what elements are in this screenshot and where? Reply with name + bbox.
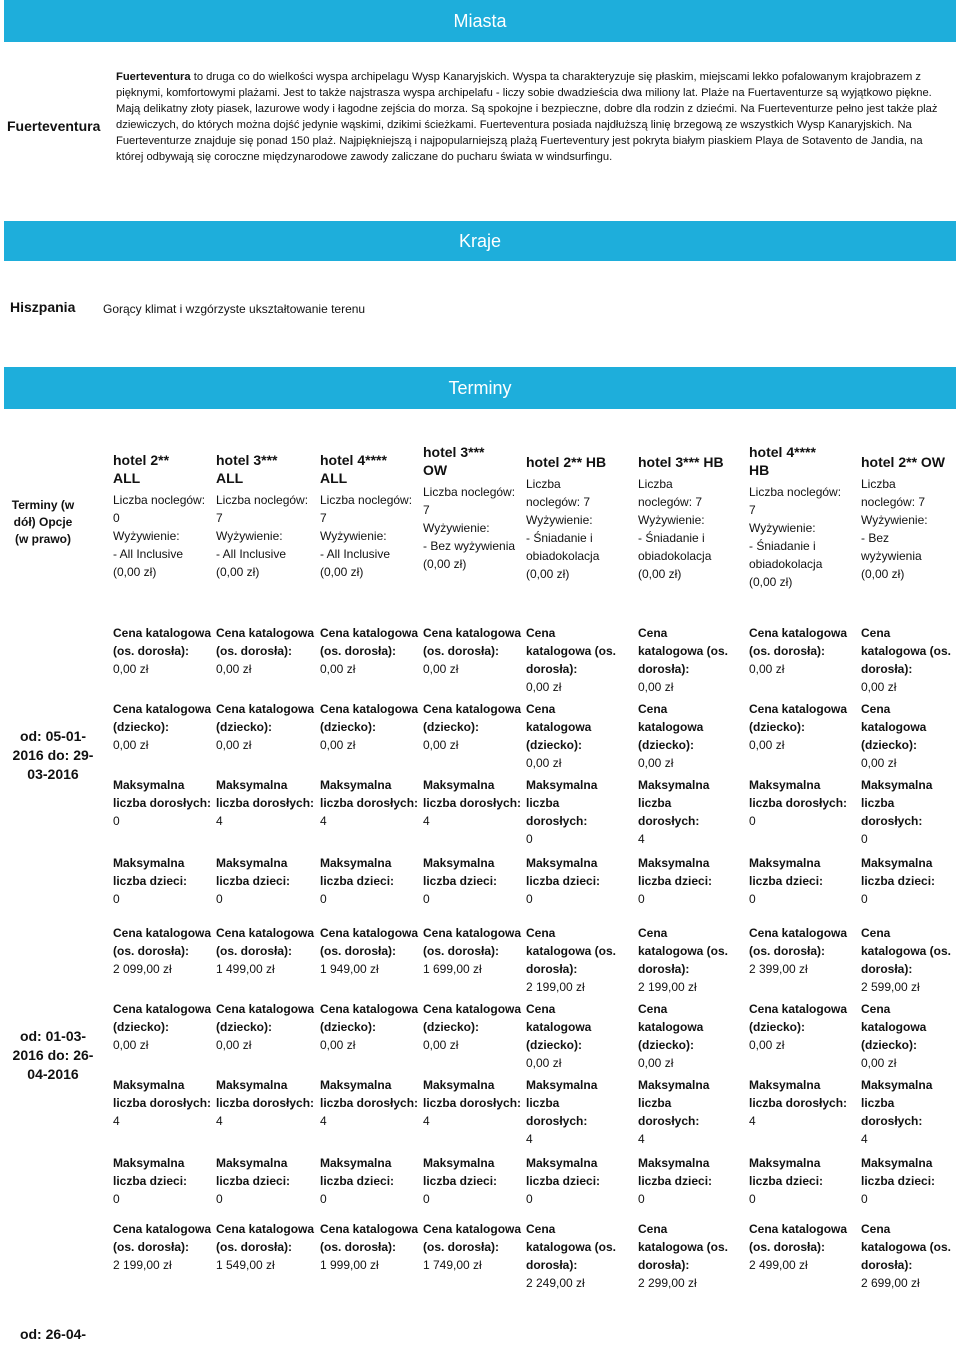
hotel-title bbox=[749, 443, 849, 479]
child-price-label: Cena katalogowa (dziecko): bbox=[861, 1002, 927, 1052]
country-name: Hiszpania bbox=[10, 299, 76, 315]
child-price-label: Cena katalogowa (dziecko): bbox=[423, 1002, 522, 1034]
max-children-value: 0 bbox=[749, 1192, 756, 1206]
max-adults-label: Maksymalna liczba dorosłych: bbox=[216, 1078, 315, 1110]
max-children-value: 0 bbox=[216, 1192, 223, 1206]
period-label: od: 01-03-2016 do: 26-04-2016 bbox=[12, 1028, 94, 1082]
max-children-value: 0 bbox=[320, 892, 327, 906]
max-children-value: 0 bbox=[861, 1192, 868, 1206]
hotel-nights: Liczba noclegów: 7 bbox=[320, 493, 413, 525]
adult-price-value: 2 299,00 zł bbox=[638, 1276, 697, 1290]
section-header-countries: Kraje bbox=[4, 221, 956, 261]
max-children bbox=[638, 1154, 732, 1208]
max-children-label: Maksymalna liczba dzieci: bbox=[216, 1156, 291, 1188]
hotel-title-line1: hotel 3*** bbox=[423, 444, 485, 460]
hotel-option bbox=[423, 443, 523, 573]
max-adults bbox=[861, 776, 955, 848]
city-desc-lead: Fuerteventura bbox=[116, 71, 191, 83]
hotel-title bbox=[423, 443, 523, 479]
max-adults-value: 4 bbox=[749, 1114, 756, 1128]
max-adults-value: 0 bbox=[861, 832, 868, 846]
child-price bbox=[749, 700, 851, 754]
child-price bbox=[113, 700, 215, 754]
adult-price-value: 2 099,00 zł bbox=[113, 962, 172, 976]
max-adults bbox=[113, 776, 215, 830]
adult-price-value: 2 199,00 zł bbox=[638, 980, 697, 994]
child-price bbox=[320, 1000, 422, 1054]
adult-price-value: 2 399,00 zł bbox=[749, 962, 808, 976]
hotel-board-label: Wyżywienie: bbox=[423, 521, 490, 535]
hotel-extra-price: (0,00 zł) bbox=[526, 567, 570, 581]
max-adults-label: Maksymalna liczba dorosłych: bbox=[423, 1078, 522, 1110]
max-adults-label: Maksymalna liczba dorosłych: bbox=[861, 778, 933, 828]
adult-price-label: Cena katalogowa (os. dorosła): bbox=[113, 1222, 212, 1254]
max-adults-value: 4 bbox=[638, 832, 645, 846]
hotel-board: - Śniadanie i obiadokolacja bbox=[526, 531, 600, 563]
max-adults-value: 4 bbox=[423, 1114, 430, 1128]
adult-price bbox=[423, 624, 525, 678]
max-adults-label: Maksymalna liczba dorosłych: bbox=[861, 1078, 933, 1128]
max-children-value: 0 bbox=[113, 892, 120, 906]
adult-price-value: 0,00 zł bbox=[638, 680, 674, 694]
hotel-board: - All Inclusive bbox=[113, 547, 184, 561]
adult-price bbox=[749, 624, 851, 678]
max-adults-value: 4 bbox=[113, 1114, 120, 1128]
max-adults-label: Maksymalna liczba dorosłych: bbox=[113, 1078, 212, 1110]
hotel-option bbox=[749, 443, 849, 591]
hotel-board-label: Wyżywienie: bbox=[638, 513, 705, 527]
adult-price-label: Cena katalogowa (os. dorosła): bbox=[423, 626, 522, 658]
hotel-option bbox=[638, 453, 730, 583]
hotel-board-label: Wyżywienie: bbox=[216, 529, 283, 543]
hotel-title-line1: hotel 2** HB bbox=[526, 454, 607, 470]
child-price-label: Cena katalogowa (dziecko): bbox=[216, 702, 315, 734]
child-price-value: 0,00 zł bbox=[216, 738, 252, 752]
max-children-label: Maksymalna liczba dzieci: bbox=[749, 1156, 824, 1188]
hotel-title bbox=[320, 451, 420, 487]
child-price-value: 0,00 zł bbox=[638, 756, 674, 770]
hotel-extra-price: (0,00 zł) bbox=[638, 567, 682, 581]
child-price-value: 0,00 zł bbox=[320, 1038, 356, 1052]
child-price bbox=[526, 700, 620, 772]
child-price-value: 0,00 zł bbox=[423, 738, 459, 752]
adult-price-value: 2 249,00 zł bbox=[526, 1276, 585, 1290]
adult-price-label: Cena katalogowa (os. dorosła): bbox=[526, 926, 617, 976]
max-children bbox=[113, 854, 215, 908]
max-children-label: Maksymalna liczba dzieci: bbox=[320, 1156, 395, 1188]
adult-price-label: Cena katalogowa (os. dorosła): bbox=[526, 626, 617, 676]
child-price-value: 0,00 zł bbox=[749, 738, 785, 752]
hotel-board-label: Wyżywienie: bbox=[113, 529, 180, 543]
hotel-extra-price: (0,00 zł) bbox=[861, 567, 905, 581]
hotel-title bbox=[861, 453, 953, 471]
max-children-label: Maksymalna liczba dzieci: bbox=[638, 856, 713, 888]
max-children bbox=[320, 854, 422, 908]
child-price bbox=[216, 1000, 318, 1054]
max-adults bbox=[526, 1076, 620, 1148]
max-children bbox=[423, 854, 525, 908]
child-price bbox=[861, 700, 955, 772]
adult-price-label: Cena katalogowa (os. dorosła): bbox=[113, 926, 212, 958]
max-children bbox=[638, 854, 732, 908]
adult-price-label: Cena katalogowa (os. dorosła): bbox=[861, 1222, 952, 1272]
adult-price-value: 0,00 zł bbox=[749, 662, 785, 676]
hotel-board-label: Wyżywienie: bbox=[749, 521, 816, 535]
adult-price-label: Cena katalogowa (os. dorosła): bbox=[216, 626, 315, 658]
adult-price bbox=[861, 624, 955, 696]
adult-price bbox=[216, 624, 318, 678]
child-price-label: Cena katalogowa (dziecko): bbox=[320, 702, 419, 734]
hotel-title bbox=[216, 451, 316, 487]
child-price-label: Cena katalogowa (dziecko): bbox=[216, 1002, 315, 1034]
max-children-value: 0 bbox=[526, 1192, 533, 1206]
hotel-nights: Liczba noclegów: 7 bbox=[861, 477, 926, 509]
max-adults-label: Maksymalna liczba dorosłych: bbox=[320, 778, 419, 810]
adult-price-label: Cena katalogowa (os. dorosła): bbox=[216, 1222, 315, 1254]
max-adults-value: 4 bbox=[638, 1132, 645, 1146]
max-adults bbox=[423, 1076, 525, 1130]
adult-price bbox=[113, 1220, 215, 1274]
max-adults-value: 4 bbox=[216, 1114, 223, 1128]
adult-price bbox=[216, 1220, 318, 1274]
max-adults-value: 0 bbox=[113, 814, 120, 828]
child-price bbox=[423, 700, 525, 754]
child-price bbox=[216, 700, 318, 754]
max-children-value: 0 bbox=[423, 892, 430, 906]
adult-price-value: 0,00 zł bbox=[320, 662, 356, 676]
max-children-value: 0 bbox=[320, 1192, 327, 1206]
adult-price bbox=[861, 924, 955, 996]
adult-price bbox=[749, 1220, 851, 1274]
max-children-label: Maksymalna liczba dzieci: bbox=[216, 856, 291, 888]
terms-header-label: Terminy (w dół) Opcje (w prawo) bbox=[11, 498, 75, 546]
adult-price-label: Cena katalogowa (os. dorosła): bbox=[320, 1222, 419, 1254]
hotel-board: - Śniadanie i obiadokolacja bbox=[638, 531, 712, 563]
child-price-value: 0,00 zł bbox=[526, 756, 562, 770]
adult-price bbox=[526, 924, 620, 996]
child-price-value: 0,00 zł bbox=[749, 1038, 785, 1052]
max-adults-value: 4 bbox=[320, 814, 327, 828]
max-adults bbox=[861, 1076, 955, 1148]
adult-price-value: 1 699,00 zł bbox=[423, 962, 482, 976]
hotel-title bbox=[526, 453, 618, 471]
hotel-board: - Śniadanie i obiadokolacja bbox=[749, 539, 823, 571]
hotel-extra-price: (0,00 zł) bbox=[423, 557, 467, 571]
child-price-value: 0,00 zł bbox=[113, 1038, 149, 1052]
child-price-label: Cena katalogowa (dziecko): bbox=[749, 702, 848, 734]
hotel-option bbox=[320, 451, 420, 581]
child-price-value: 0,00 zł bbox=[216, 1038, 252, 1052]
period-label: od: 26-04- bbox=[19, 1326, 87, 1342]
max-adults-label: Maksymalna liczba dorosłych: bbox=[749, 1078, 848, 1110]
adult-price bbox=[638, 624, 732, 696]
max-children-value: 0 bbox=[638, 892, 645, 906]
child-price-value: 0,00 zł bbox=[113, 738, 149, 752]
hotel-nights: Liczba noclegów: 7 bbox=[638, 477, 703, 509]
max-children bbox=[861, 854, 955, 908]
max-adults bbox=[320, 1076, 422, 1130]
child-price bbox=[861, 1000, 955, 1072]
max-adults bbox=[216, 776, 318, 830]
adult-price-value: 0,00 zł bbox=[423, 662, 459, 676]
max-children-label: Maksymalna liczba dzieci: bbox=[423, 856, 498, 888]
hotel-title-line2: OW bbox=[423, 462, 448, 478]
adult-price-label: Cena katalogowa (os. dorosła): bbox=[320, 926, 419, 958]
child-price-value: 0,00 zł bbox=[320, 738, 356, 752]
adult-price-value: 2 699,00 zł bbox=[861, 1276, 920, 1290]
adult-price bbox=[861, 1220, 955, 1292]
hotel-option bbox=[526, 453, 618, 583]
hotel-board: - All Inclusive bbox=[216, 547, 287, 561]
period-label: od: 05-01-2016 do: 29-03-2016 bbox=[12, 728, 94, 782]
adult-price-value: 1 949,00 zł bbox=[320, 962, 379, 976]
max-adults-value: 0 bbox=[526, 832, 533, 846]
max-adults-label: Maksymalna liczba dorosłych: bbox=[526, 1078, 598, 1128]
max-adults-value: 4 bbox=[526, 1132, 533, 1146]
max-adults-label: Maksymalna liczba dorosłych: bbox=[113, 778, 212, 810]
max-children bbox=[216, 1154, 318, 1208]
child-price-label: Cena katalogowa (dziecko): bbox=[423, 702, 522, 734]
adult-price-value: 0,00 zł bbox=[526, 680, 562, 694]
max-children-label: Maksymalna liczba dzieci: bbox=[526, 1156, 601, 1188]
city-description bbox=[116, 69, 948, 165]
adult-price-value: 1 549,00 zł bbox=[216, 1258, 275, 1272]
child-price bbox=[638, 700, 732, 772]
max-adults-value: 4 bbox=[216, 814, 223, 828]
max-children-label: Maksymalna liczba dzieci: bbox=[113, 856, 188, 888]
max-adults-label: Maksymalna liczba dorosłych: bbox=[638, 1078, 710, 1128]
max-children bbox=[861, 1154, 955, 1208]
max-children bbox=[113, 1154, 215, 1208]
max-children bbox=[526, 854, 620, 908]
hotel-title-line1: hotel 2** OW bbox=[861, 454, 946, 470]
child-price-label: Cena katalogowa (dziecko): bbox=[526, 1002, 592, 1052]
max-adults-label: Maksymalna liczba dorosłych: bbox=[216, 778, 315, 810]
max-adults bbox=[749, 1076, 851, 1130]
max-children-value: 0 bbox=[861, 892, 868, 906]
max-adults bbox=[113, 1076, 215, 1130]
child-price bbox=[423, 1000, 525, 1054]
max-children-label: Maksymalna liczba dzieci: bbox=[320, 856, 395, 888]
adult-price-label: Cena katalogowa (os. dorosła): bbox=[216, 926, 315, 958]
hotel-title bbox=[638, 453, 730, 471]
max-children-value: 0 bbox=[216, 892, 223, 906]
max-adults bbox=[749, 776, 851, 830]
max-adults-label: Maksymalna liczba dorosłych: bbox=[749, 778, 848, 810]
max-adults bbox=[526, 776, 620, 848]
hotel-board-label: Wyżywienie: bbox=[526, 513, 593, 527]
child-price-value: 0,00 zł bbox=[638, 1056, 674, 1070]
child-price-label: Cena katalogowa (dziecko): bbox=[113, 1002, 212, 1034]
hotel-title-line1: hotel 3*** HB bbox=[638, 454, 724, 470]
hotel-title-line1: hotel 4**** bbox=[749, 444, 816, 460]
adult-price-value: 0,00 zł bbox=[216, 662, 252, 676]
child-price bbox=[320, 700, 422, 754]
child-price-label: Cena katalogowa (dziecko): bbox=[320, 1002, 419, 1034]
adult-price-label: Cena katalogowa (os. dorosła): bbox=[638, 926, 729, 976]
max-adults-value: 4 bbox=[861, 1132, 868, 1146]
max-children bbox=[216, 854, 318, 908]
adult-price-value: 0,00 zł bbox=[113, 662, 149, 676]
child-price-label: Cena katalogowa (dziecko): bbox=[638, 1002, 704, 1052]
adult-price bbox=[526, 1220, 620, 1292]
child-price bbox=[749, 1000, 851, 1054]
child-price bbox=[113, 1000, 215, 1054]
adult-price-value: 1 999,00 zł bbox=[320, 1258, 379, 1272]
adult-price bbox=[113, 924, 215, 978]
adult-price bbox=[423, 1220, 525, 1274]
adult-price bbox=[638, 924, 732, 996]
max-children-label: Maksymalna liczba dzieci: bbox=[638, 1156, 713, 1188]
hotel-board-label: Wyżywienie: bbox=[861, 513, 928, 527]
hotel-nights: Liczba noclegów: 0 bbox=[113, 493, 206, 525]
hotel-nights: Liczba noclegów: 7 bbox=[423, 485, 516, 517]
hotel-board: - Bez wyżywienia bbox=[861, 531, 922, 563]
child-price-label: Cena katalogowa (dziecko): bbox=[526, 702, 592, 752]
max-adults bbox=[216, 1076, 318, 1130]
max-adults-value: 4 bbox=[423, 814, 430, 828]
section-header-cities: Miasta bbox=[4, 0, 956, 42]
child-price-value: 0,00 zł bbox=[861, 756, 897, 770]
hotel-option bbox=[216, 451, 316, 581]
max-children-value: 0 bbox=[113, 1192, 120, 1206]
max-adults-value: 0 bbox=[749, 814, 756, 828]
hotel-title-line2: ALL bbox=[216, 470, 244, 486]
max-adults bbox=[638, 1076, 732, 1148]
adult-price-label: Cena katalogowa (os. dorosła): bbox=[423, 1222, 522, 1254]
hotel-board: - Bez wyżywienia bbox=[423, 539, 516, 553]
adult-price-label: Cena katalogowa (os. dorosła): bbox=[638, 626, 729, 676]
adult-price-value: 0,00 zł bbox=[861, 680, 897, 694]
section-header-terms: Terminy bbox=[4, 367, 956, 409]
hotel-title-line2: ALL bbox=[113, 470, 141, 486]
max-children-label: Maksymalna liczba dzieci: bbox=[113, 1156, 188, 1188]
max-children-label: Maksymalna liczba dzieci: bbox=[423, 1156, 498, 1188]
adult-price-value: 2 199,00 zł bbox=[113, 1258, 172, 1272]
hotel-extra-price: (0,00 zł) bbox=[320, 565, 364, 579]
adult-price-label: Cena katalogowa (os. dorosła): bbox=[749, 1222, 848, 1254]
max-children-value: 0 bbox=[638, 1192, 645, 1206]
hotel-title-line2: ALL bbox=[320, 470, 348, 486]
max-children bbox=[320, 1154, 422, 1208]
adult-price bbox=[423, 924, 525, 978]
hotel-extra-price: (0,00 zł) bbox=[749, 575, 793, 589]
hotel-board: - All Inclusive bbox=[320, 547, 391, 561]
adult-price-label: Cena katalogowa (os. dorosła): bbox=[749, 926, 848, 958]
max-adults bbox=[423, 776, 525, 830]
adult-price-value: 2 199,00 zł bbox=[526, 980, 585, 994]
adult-price-value: 1 499,00 zł bbox=[216, 962, 275, 976]
max-children bbox=[526, 1154, 620, 1208]
adult-price-value: 2 599,00 zł bbox=[861, 980, 920, 994]
hotel-option bbox=[113, 451, 213, 581]
adult-price bbox=[320, 624, 422, 678]
hotel-title-line1: hotel 2** bbox=[113, 452, 170, 468]
child-price-value: 0,00 zł bbox=[526, 1056, 562, 1070]
hotel-nights: Liczba noclegów: 7 bbox=[526, 477, 591, 509]
child-price-label: Cena katalogowa (dziecko): bbox=[638, 702, 704, 752]
max-children-label: Maksymalna liczba dzieci: bbox=[749, 856, 824, 888]
child-price-value: 0,00 zł bbox=[423, 1038, 459, 1052]
max-adults-value: 4 bbox=[320, 1114, 327, 1128]
hotel-nights: Liczba noclegów: 7 bbox=[749, 485, 842, 517]
adult-price-label: Cena katalogowa (os. dorosła): bbox=[749, 626, 848, 658]
adult-price-label: Cena katalogowa (os. dorosła): bbox=[113, 626, 212, 658]
hotel-extra-price: (0,00 zł) bbox=[216, 565, 260, 579]
hotel-title-line1: hotel 4**** bbox=[320, 452, 387, 468]
child-price-label: Cena katalogowa (dziecko): bbox=[861, 702, 927, 752]
adult-price bbox=[113, 624, 215, 678]
adult-price bbox=[320, 1220, 422, 1274]
max-children bbox=[423, 1154, 525, 1208]
max-adults-label: Maksymalna liczba dorosłych: bbox=[320, 1078, 419, 1110]
max-children-value: 0 bbox=[423, 1192, 430, 1206]
max-children bbox=[749, 854, 851, 908]
max-adults-label: Maksymalna liczba dorosłych: bbox=[638, 778, 710, 828]
adult-price bbox=[749, 924, 851, 978]
city-name: Fuerteventura bbox=[7, 118, 101, 134]
child-price bbox=[638, 1000, 732, 1072]
hotel-option bbox=[861, 453, 953, 583]
hotel-title-line1: hotel 3*** bbox=[216, 452, 278, 468]
adult-price-label: Cena katalogowa (os. dorosła): bbox=[526, 1222, 617, 1272]
child-price-value: 0,00 zł bbox=[861, 1056, 897, 1070]
city-desc-text: to druga co do wielkości wyspa archipelagu Wysp Kanaryjskich. Wyspa ta charakteryzuje się płaskim, miejscami lekko pofalowanym krajobrazem z pięknymi, komfortowymi plażami. Jest to także najstrasza wyspa archipelafu - liczy sobie dwadzieścia dwa miliony lat. Plaże na Fuertaventurze są wyjątkowo piękne. Mają delikatny złoty piasek, lazurowe wody i łagodne zejścia do morza. Są spokojne i bezpieczne, dobre dla rodzin z dziećmi. Na Fuerteventurze pełno jest także plaż dziewiczych, do których można dojść jedynie wąskimi, dzikimi ścieżkami. Fuerteventura posiada najdłuższą linię brzegową ze wszystkich Wysp Kanaryjskich. Na Fuerteventurze znajduje się ponad 150 plaż. Najpiękniejszą i najpopularniejszą plażą Fuerteventury jest pokryta białym piaskiem Playa de Sotavento de Jandia, na której odbywają się coroczne międzynarodowe zawody zaliczane do pucharu świata w windsurfingu. bbox=[116, 71, 938, 163]
adult-price-label: Cena katalogowa (os. dorosła): bbox=[638, 1222, 729, 1272]
max-adults bbox=[320, 776, 422, 830]
adult-price-value: 1 749,00 zł bbox=[423, 1258, 482, 1272]
max-children-label: Maksymalna liczba dzieci: bbox=[861, 1156, 936, 1188]
max-adults bbox=[638, 776, 732, 848]
child-price bbox=[526, 1000, 620, 1072]
max-children-value: 0 bbox=[749, 892, 756, 906]
max-children-label: Maksymalna liczba dzieci: bbox=[861, 856, 936, 888]
adult-price bbox=[216, 924, 318, 978]
hotel-title bbox=[113, 451, 213, 487]
child-price-label: Cena katalogowa (dziecko): bbox=[113, 702, 212, 734]
max-adults-label: Maksymalna liczba dorosłych: bbox=[526, 778, 598, 828]
adult-price bbox=[526, 624, 620, 696]
hotel-title-line2: HB bbox=[749, 462, 770, 478]
hotel-board-label: Wyżywienie: bbox=[320, 529, 387, 543]
max-adults-label: Maksymalna liczba dorosłych: bbox=[423, 778, 522, 810]
adult-price bbox=[320, 924, 422, 978]
adult-price-label: Cena katalogowa (os. dorosła): bbox=[320, 626, 419, 658]
hotel-nights: Liczba noclegów: 7 bbox=[216, 493, 309, 525]
max-children-label: Maksymalna liczba dzieci: bbox=[526, 856, 601, 888]
hotel-extra-price: (0,00 zł) bbox=[113, 565, 157, 579]
adult-price-label: Cena katalogowa (os. dorosła): bbox=[423, 926, 522, 958]
country-description: Gorący klimat i wzgórzyste ukształtowanie terenu bbox=[103, 302, 366, 316]
child-price-label: Cena katalogowa (dziecko): bbox=[749, 1002, 848, 1034]
adult-price-label: Cena katalogowa (os. dorosła): bbox=[861, 626, 952, 676]
adult-price-value: 2 499,00 zł bbox=[749, 1258, 808, 1272]
max-children bbox=[749, 1154, 851, 1208]
adult-price-label: Cena katalogowa (os. dorosła): bbox=[861, 926, 952, 976]
adult-price bbox=[638, 1220, 732, 1292]
max-children-value: 0 bbox=[526, 892, 533, 906]
